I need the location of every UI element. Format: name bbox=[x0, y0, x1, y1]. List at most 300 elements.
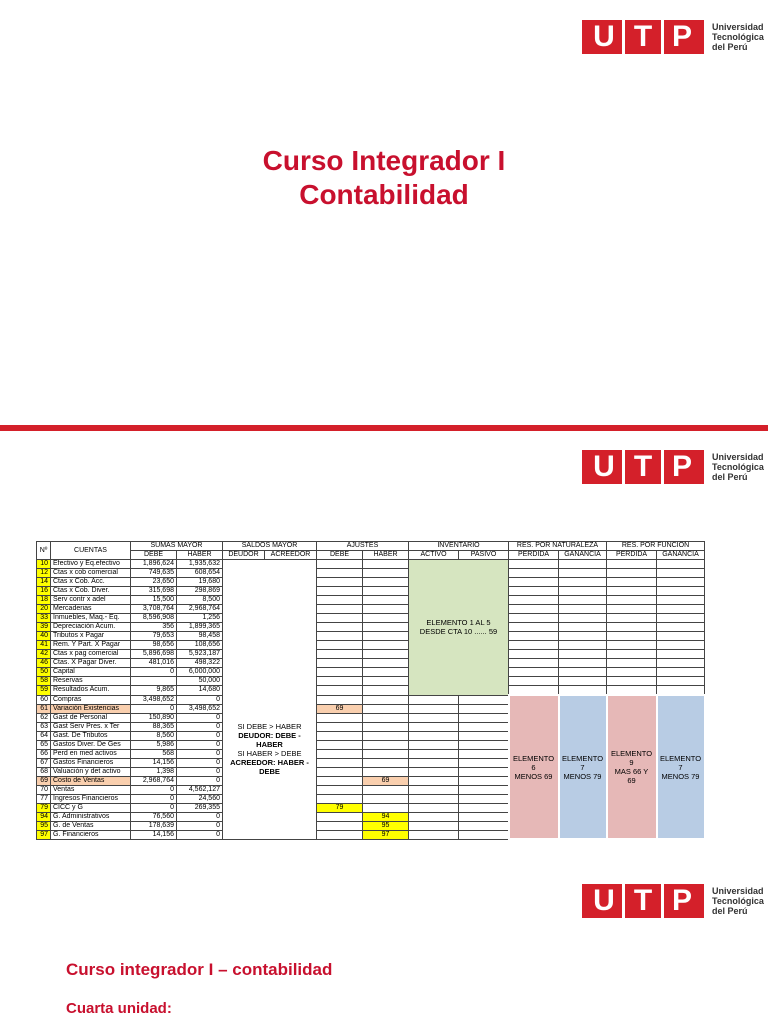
ajustes-haber bbox=[363, 668, 409, 677]
account-number: 10 bbox=[37, 560, 51, 569]
sumas-haber: 108,656 bbox=[177, 641, 223, 650]
section-subheading: Cuarta unidad: bbox=[66, 1000, 172, 1017]
result-cell bbox=[509, 587, 559, 596]
logo-letter: T bbox=[622, 884, 661, 918]
ajustes-haber bbox=[363, 713, 409, 722]
sumas-haber: 24,560 bbox=[177, 794, 223, 803]
sumas-debe: 76,560 bbox=[131, 812, 177, 821]
result-cell bbox=[607, 632, 657, 641]
sumas-debe: 3,708,764 bbox=[131, 605, 177, 614]
sumas-haber: 8,500 bbox=[177, 596, 223, 605]
result-cell bbox=[657, 659, 705, 668]
sumas-haber: 1,935,632 bbox=[177, 560, 223, 569]
note-line: ELEMENTO bbox=[512, 753, 555, 763]
header-group: SALDOS MAYOR bbox=[223, 542, 317, 551]
note-line: DESDE CTA 10 ...... 59 bbox=[419, 627, 498, 637]
inventario-note bbox=[409, 560, 509, 696]
ajustes-debe bbox=[317, 749, 363, 758]
sumas-debe: 3,498,652 bbox=[131, 695, 177, 704]
ajustes-haber bbox=[363, 569, 409, 578]
ajustes-haber bbox=[363, 803, 409, 812]
ajustes-debe: 69 bbox=[317, 704, 363, 713]
result-cell bbox=[559, 578, 607, 587]
note-line: ELEMENTO bbox=[610, 749, 653, 758]
account-name: Tributos x Pagar bbox=[51, 632, 131, 641]
inventario-pasivo bbox=[459, 731, 509, 740]
result-cell bbox=[559, 659, 607, 668]
note-line: SI DEBE > HABER bbox=[237, 722, 302, 732]
sumas-debe: 0 bbox=[131, 704, 177, 713]
result-cell bbox=[559, 650, 607, 659]
result-cell bbox=[607, 596, 657, 605]
note-line: ELEMENTO 1 AL 5 bbox=[426, 618, 491, 628]
result-cell bbox=[559, 623, 607, 632]
result-cell bbox=[657, 677, 705, 686]
inventario-pasivo bbox=[459, 704, 509, 713]
note-line: MENOS 79 bbox=[661, 771, 700, 781]
inventario-activo bbox=[409, 794, 459, 803]
result-cell bbox=[657, 605, 705, 614]
utp-logo bbox=[582, 450, 764, 484]
sumas-haber: 4,562,127 bbox=[177, 785, 223, 794]
account-number: 50 bbox=[37, 668, 51, 677]
account-name: Perd en med activos bbox=[51, 749, 131, 758]
note-line: ELEMENTO bbox=[561, 753, 604, 763]
sumas-haber: 0 bbox=[177, 722, 223, 731]
res-fun-ganancia bbox=[657, 695, 705, 839]
result-cell bbox=[509, 560, 559, 569]
logo-letter: U bbox=[593, 884, 615, 917]
account-number: 67 bbox=[37, 758, 51, 767]
sumas-debe: 2,968,764 bbox=[131, 776, 177, 785]
worksheet-body bbox=[37, 560, 705, 840]
ajustes-debe bbox=[317, 731, 363, 740]
ajustes-debe bbox=[317, 596, 363, 605]
sumas-debe bbox=[131, 677, 177, 686]
inventario-activo bbox=[409, 776, 459, 785]
note-line: SI HABER > DEBE bbox=[237, 749, 302, 759]
slide-divider bbox=[0, 425, 768, 431]
header-sub: PERDIDA bbox=[509, 551, 559, 560]
result-cell bbox=[607, 569, 657, 578]
account-name: Reservas bbox=[51, 677, 131, 686]
note-line: MENOS 69 bbox=[514, 771, 553, 781]
account-name: Gast de Personal bbox=[51, 713, 131, 722]
sumas-debe: 5,986 bbox=[131, 740, 177, 749]
inventario-activo bbox=[409, 785, 459, 794]
note-line: MAS 66 Y bbox=[614, 767, 649, 776]
sumas-debe: 315,698 bbox=[131, 587, 177, 596]
sumas-debe: 1,896,624 bbox=[131, 560, 177, 569]
ajustes-debe: 79 bbox=[317, 803, 363, 812]
account-name: Ventas bbox=[51, 785, 131, 794]
inventario-activo bbox=[409, 821, 459, 830]
note-line: 7 bbox=[678, 762, 683, 772]
inventario-activo bbox=[409, 731, 459, 740]
result-cell bbox=[509, 605, 559, 614]
utp-logo bbox=[582, 20, 764, 54]
logo-letter: U bbox=[593, 450, 615, 483]
inventario-activo bbox=[409, 830, 459, 839]
ajustes-haber bbox=[363, 704, 409, 713]
inventario-pasivo bbox=[459, 722, 509, 731]
sumas-haber: 5,923,187 bbox=[177, 650, 223, 659]
sumas-haber: 498,322 bbox=[177, 659, 223, 668]
account-name: Ctas x Cob. Acc. bbox=[51, 578, 131, 587]
account-number: 62 bbox=[37, 713, 51, 722]
table-row bbox=[37, 686, 705, 696]
result-cell bbox=[559, 596, 607, 605]
result-cell bbox=[509, 650, 559, 659]
logo-letter: U bbox=[593, 20, 615, 53]
account-number: 58 bbox=[37, 677, 51, 686]
ajustes-haber bbox=[363, 740, 409, 749]
account-number: 46 bbox=[37, 659, 51, 668]
account-name: Rem. Y Part. X Pagar bbox=[51, 641, 131, 650]
result-cell bbox=[559, 614, 607, 623]
worksheet-table bbox=[36, 541, 706, 840]
sumas-haber: 0 bbox=[177, 695, 223, 704]
sumas-haber: 608,654 bbox=[177, 569, 223, 578]
sumas-haber: 50,000 bbox=[177, 677, 223, 686]
inventario-activo bbox=[409, 695, 459, 704]
ajustes-haber bbox=[363, 560, 409, 569]
account-name: Ctas. X Pagar Diver. bbox=[51, 659, 131, 668]
sumas-debe: 0 bbox=[131, 785, 177, 794]
university-name-line: del Perú bbox=[712, 472, 748, 482]
sumas-haber: 1,899,365 bbox=[177, 623, 223, 632]
note-line: ACREEDOR: HABER - bbox=[230, 758, 309, 768]
table-row bbox=[37, 587, 705, 596]
account-name: Resultados Acum. bbox=[51, 686, 131, 696]
inventario-pasivo bbox=[459, 767, 509, 776]
header-group: RES. POR FUNCION bbox=[607, 542, 705, 551]
ajustes-debe bbox=[317, 605, 363, 614]
sumas-haber: 19,680 bbox=[177, 578, 223, 587]
account-number: 64 bbox=[37, 731, 51, 740]
header-sub: DEBE bbox=[317, 551, 363, 560]
header-group: RES. POR NATURALEZA bbox=[509, 542, 607, 551]
result-cell bbox=[509, 614, 559, 623]
res-fun-perdida bbox=[607, 695, 657, 839]
account-name: Ingresos Financieros bbox=[51, 794, 131, 803]
sumas-debe: 178,639 bbox=[131, 821, 177, 830]
ajustes-haber: 95 bbox=[363, 821, 409, 830]
note-line: DEBE bbox=[259, 767, 280, 777]
university-name bbox=[712, 452, 764, 482]
ajustes-debe bbox=[317, 776, 363, 785]
result-cell bbox=[559, 560, 607, 569]
sumas-debe: 1,398 bbox=[131, 767, 177, 776]
inventario-pasivo bbox=[459, 749, 509, 758]
header-cuentas: CUENTAS bbox=[51, 542, 131, 560]
ajustes-debe bbox=[317, 767, 363, 776]
ajustes-haber bbox=[363, 677, 409, 686]
header-group: AJUSTES bbox=[317, 542, 409, 551]
sumas-debe: 5,896,698 bbox=[131, 650, 177, 659]
header-group: INVENTARIO bbox=[409, 542, 509, 551]
account-name: G. Financieros bbox=[51, 830, 131, 839]
ajustes-haber bbox=[363, 614, 409, 623]
header-sub: DEUDOR bbox=[223, 551, 265, 560]
ajustes-debe bbox=[317, 578, 363, 587]
inventario-pasivo bbox=[459, 695, 509, 704]
res-nat-perdida bbox=[509, 695, 559, 839]
ajustes-debe bbox=[317, 794, 363, 803]
ajustes-debe bbox=[317, 686, 363, 696]
inventario-activo bbox=[409, 749, 459, 758]
result-cell bbox=[657, 560, 705, 569]
result-cell bbox=[559, 632, 607, 641]
ajustes-haber bbox=[363, 578, 409, 587]
account-number: 60 bbox=[37, 695, 51, 704]
ajustes-haber bbox=[363, 794, 409, 803]
ajustes-haber bbox=[363, 641, 409, 650]
ajustes-haber bbox=[363, 587, 409, 596]
account-name: Gast Serv Pres. x Ter bbox=[51, 722, 131, 731]
result-cell bbox=[509, 641, 559, 650]
inventario-activo bbox=[409, 722, 459, 731]
note-line: 7 bbox=[580, 762, 585, 772]
ajustes-debe bbox=[317, 812, 363, 821]
result-cell bbox=[509, 569, 559, 578]
ajustes-haber bbox=[363, 785, 409, 794]
ajustes-debe bbox=[317, 641, 363, 650]
inventario-pasivo bbox=[459, 785, 509, 794]
table-row bbox=[37, 677, 705, 686]
inventario-activo bbox=[409, 812, 459, 821]
account-number: 94 bbox=[37, 812, 51, 821]
account-name: G. de Ventas bbox=[51, 821, 131, 830]
inventario-pasivo bbox=[459, 830, 509, 839]
sumas-debe: 8,596,908 bbox=[131, 614, 177, 623]
sumas-debe: 23,650 bbox=[131, 578, 177, 587]
ajustes-debe bbox=[317, 821, 363, 830]
ajustes-haber bbox=[363, 623, 409, 632]
ajustes-haber bbox=[363, 605, 409, 614]
header-sub: HABER bbox=[363, 551, 409, 560]
result-cell bbox=[509, 632, 559, 641]
account-number: 68 bbox=[37, 767, 51, 776]
ajustes-debe bbox=[317, 587, 363, 596]
account-number: 12 bbox=[37, 569, 51, 578]
account-number: 16 bbox=[37, 587, 51, 596]
ajustes-debe bbox=[317, 785, 363, 794]
account-number: 70 bbox=[37, 785, 51, 794]
inventario-pasivo bbox=[459, 794, 509, 803]
account-number: 95 bbox=[37, 821, 51, 830]
account-number: 33 bbox=[37, 614, 51, 623]
result-cell bbox=[657, 578, 705, 587]
account-number: 79 bbox=[37, 803, 51, 812]
table-row bbox=[37, 560, 705, 569]
table-row bbox=[37, 641, 705, 650]
sumas-haber: 14,680 bbox=[177, 686, 223, 696]
ajustes-haber bbox=[363, 758, 409, 767]
ajustes-haber: 97 bbox=[363, 830, 409, 839]
header-sub: ACREEDOR bbox=[265, 551, 317, 560]
account-name: Serv contr x adel bbox=[51, 596, 131, 605]
sumas-debe: 481,016 bbox=[131, 659, 177, 668]
result-cell bbox=[559, 686, 607, 696]
ajustes-debe bbox=[317, 650, 363, 659]
ajustes-debe bbox=[317, 713, 363, 722]
ajustes-haber bbox=[363, 650, 409, 659]
ajustes-haber bbox=[363, 695, 409, 704]
slide-title bbox=[0, 144, 768, 212]
ajustes-debe bbox=[317, 614, 363, 623]
sumas-debe: 15,500 bbox=[131, 596, 177, 605]
utp-letters bbox=[582, 20, 704, 54]
utp-letters bbox=[582, 884, 704, 918]
table-row bbox=[37, 632, 705, 641]
utp-logo bbox=[582, 884, 764, 918]
account-name: G. Administrativos bbox=[51, 812, 131, 821]
table-row bbox=[37, 695, 705, 704]
inventario-pasivo bbox=[459, 713, 509, 722]
result-cell bbox=[657, 668, 705, 677]
sumas-haber: 2,968,764 bbox=[177, 605, 223, 614]
account-number: 42 bbox=[37, 650, 51, 659]
account-name: Gastos Diver. De Ges bbox=[51, 740, 131, 749]
university-name-line: Universidad bbox=[712, 886, 764, 896]
sumas-haber: 298,869 bbox=[177, 587, 223, 596]
header-no: Nº bbox=[37, 542, 51, 560]
logo-letter: P bbox=[661, 884, 700, 918]
sumas-haber: 269,355 bbox=[177, 803, 223, 812]
ajustes-haber bbox=[363, 731, 409, 740]
result-cell bbox=[657, 632, 705, 641]
sumas-haber: 0 bbox=[177, 812, 223, 821]
result-cell bbox=[559, 677, 607, 686]
account-name: Compras bbox=[51, 695, 131, 704]
inventario-activo bbox=[409, 740, 459, 749]
sumas-debe: 98,656 bbox=[131, 641, 177, 650]
table-row bbox=[37, 668, 705, 677]
note-line: DEUDOR: DEBE - HABER bbox=[238, 731, 301, 750]
header-sub: PERDIDA bbox=[607, 551, 657, 560]
logo-letter: P bbox=[661, 450, 700, 484]
saldos-note bbox=[223, 560, 317, 840]
ajustes-debe bbox=[317, 569, 363, 578]
account-name: Gast. De Tributos bbox=[51, 731, 131, 740]
sumas-debe: 749,635 bbox=[131, 569, 177, 578]
result-cell bbox=[657, 569, 705, 578]
result-cell bbox=[657, 623, 705, 632]
sumas-debe: 79,653 bbox=[131, 632, 177, 641]
result-cell bbox=[607, 677, 657, 686]
result-cell bbox=[607, 641, 657, 650]
university-name-line: del Perú bbox=[712, 906, 748, 916]
account-name: Depreciación Acum. bbox=[51, 623, 131, 632]
inventario-pasivo bbox=[459, 758, 509, 767]
result-cell bbox=[509, 668, 559, 677]
inventario-activo bbox=[409, 713, 459, 722]
account-name: Ctas x cob comercial bbox=[51, 569, 131, 578]
ajustes-debe bbox=[317, 722, 363, 731]
ajustes-debe bbox=[317, 632, 363, 641]
account-number: 14 bbox=[37, 578, 51, 587]
table-row bbox=[37, 614, 705, 623]
ajustes-haber bbox=[363, 722, 409, 731]
header-sub: DEBE bbox=[131, 551, 177, 560]
ajustes-debe bbox=[317, 695, 363, 704]
table-row bbox=[37, 578, 705, 587]
result-cell bbox=[607, 578, 657, 587]
result-cell bbox=[509, 677, 559, 686]
sumas-debe: 14,156 bbox=[131, 758, 177, 767]
note-line: 9 bbox=[629, 758, 634, 767]
result-cell bbox=[607, 659, 657, 668]
sumas-haber: 3,498,652 bbox=[177, 704, 223, 713]
table-row bbox=[37, 569, 705, 578]
result-cell bbox=[509, 596, 559, 605]
header-group: SUMAS MAYOR bbox=[131, 542, 223, 551]
ajustes-debe bbox=[317, 659, 363, 668]
account-name: Ctas x Cob. Diver. bbox=[51, 587, 131, 596]
res-nat-ganancia bbox=[559, 695, 607, 839]
section-heading: Curso integrador I – contabilidad bbox=[66, 960, 333, 979]
sumas-haber: 98,458 bbox=[177, 632, 223, 641]
sumas-haber: 0 bbox=[177, 821, 223, 830]
university-name-line: del Perú bbox=[712, 42, 748, 52]
inventario-activo bbox=[409, 758, 459, 767]
logo-letter: T bbox=[622, 20, 661, 54]
account-number: 66 bbox=[37, 749, 51, 758]
inventario-pasivo bbox=[459, 803, 509, 812]
result-cell bbox=[657, 587, 705, 596]
ajustes-debe bbox=[317, 677, 363, 686]
account-number: 65 bbox=[37, 740, 51, 749]
result-cell bbox=[607, 560, 657, 569]
account-name: Inmuebles, Maq.- Eq. bbox=[51, 614, 131, 623]
utp-letters bbox=[582, 450, 704, 484]
sumas-haber: 0 bbox=[177, 740, 223, 749]
ajustes-haber bbox=[363, 749, 409, 758]
ajustes-debe bbox=[317, 758, 363, 767]
ajustes-haber bbox=[363, 686, 409, 696]
sumas-debe: 8,560 bbox=[131, 731, 177, 740]
sumas-debe: 9,865 bbox=[131, 686, 177, 696]
header-sub: ACTIVO bbox=[409, 551, 459, 560]
sumas-debe: 0 bbox=[131, 803, 177, 812]
table-row bbox=[37, 596, 705, 605]
note-line: 6 bbox=[531, 762, 536, 772]
result-cell bbox=[509, 686, 559, 696]
result-cell bbox=[607, 668, 657, 677]
ajustes-haber bbox=[363, 632, 409, 641]
sumas-debe: 14,156 bbox=[131, 830, 177, 839]
result-cell bbox=[509, 578, 559, 587]
note-line: 69 bbox=[627, 776, 636, 785]
university-name bbox=[712, 886, 764, 916]
account-name: Valuación y det activo bbox=[51, 767, 131, 776]
result-cell bbox=[509, 659, 559, 668]
ajustes-debe bbox=[317, 623, 363, 632]
sumas-debe: 88,365 bbox=[131, 722, 177, 731]
sumas-debe: 568 bbox=[131, 749, 177, 758]
sumas-debe: 0 bbox=[131, 668, 177, 677]
result-cell bbox=[607, 605, 657, 614]
result-cell bbox=[657, 686, 705, 696]
university-name-line: Universidad bbox=[712, 22, 764, 32]
sumas-haber: 0 bbox=[177, 776, 223, 785]
table-row bbox=[37, 659, 705, 668]
account-number: 77 bbox=[37, 794, 51, 803]
result-cell bbox=[657, 596, 705, 605]
university-name-line: Universidad bbox=[712, 452, 764, 462]
ajustes-debe bbox=[317, 668, 363, 677]
